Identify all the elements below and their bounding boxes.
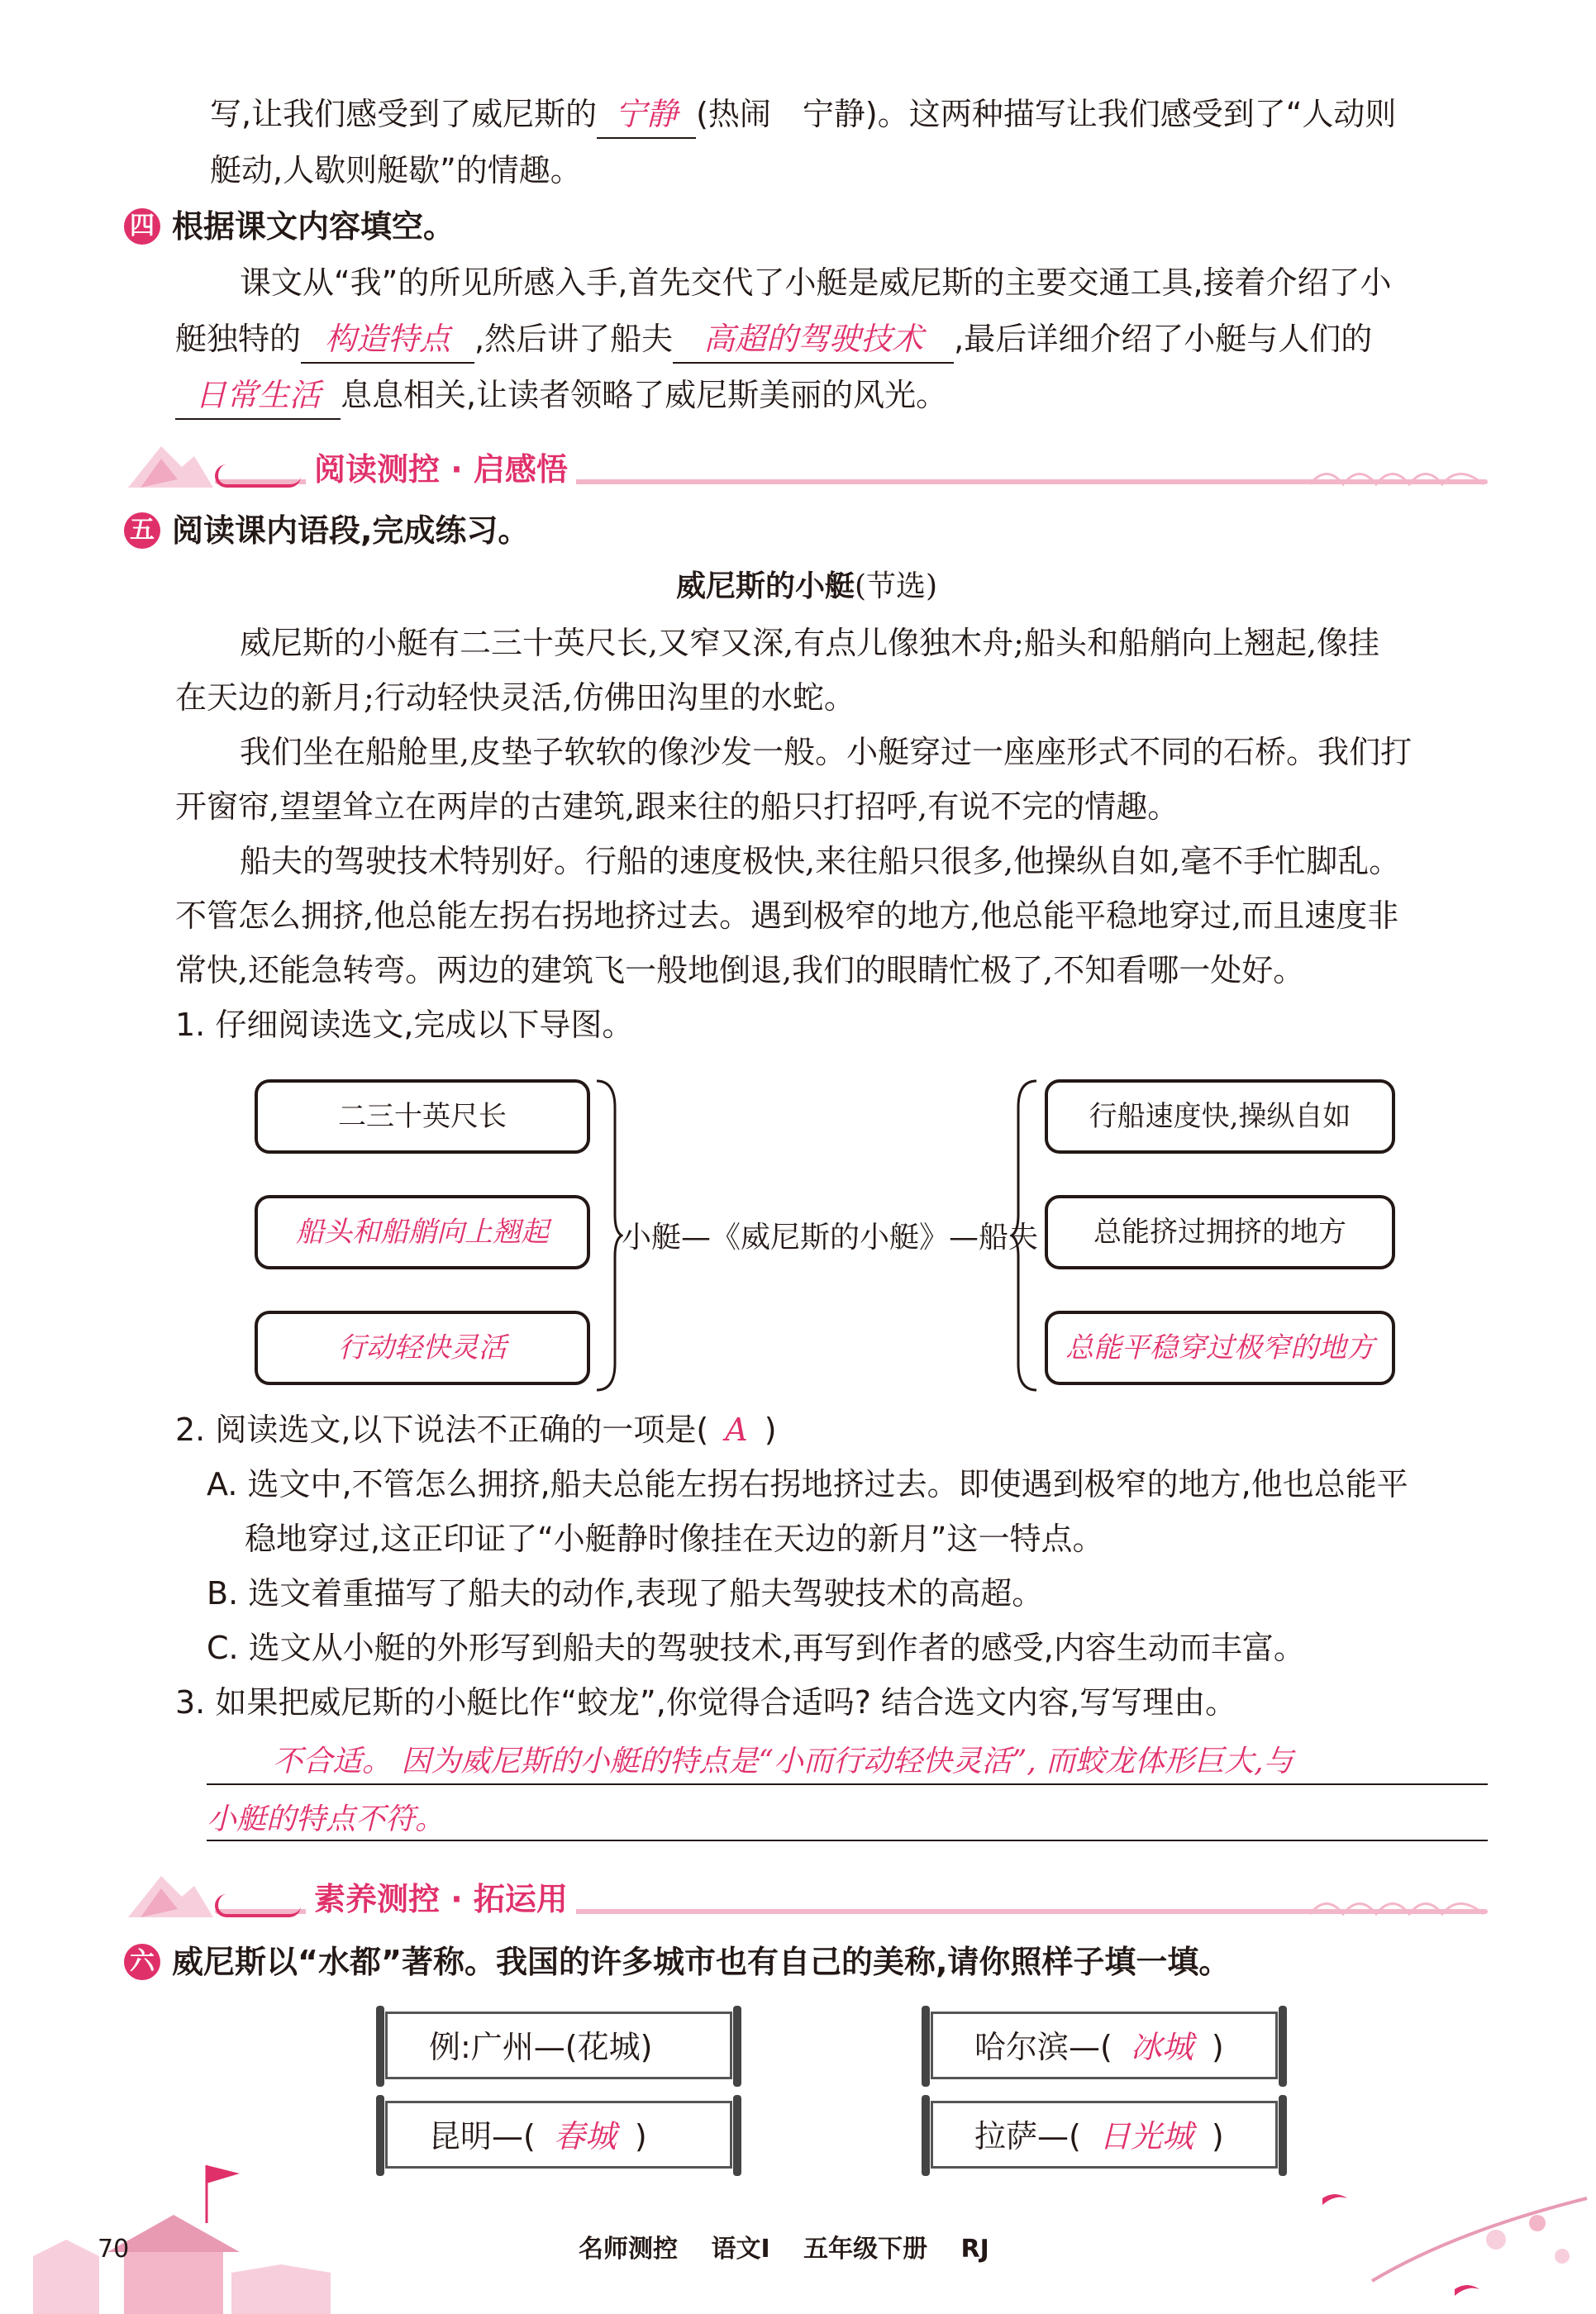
answer-text: 宁静	[615, 96, 679, 132]
answer-text: 不合适。 因为威尼斯的小艇的特点是“小而行动轻快灵活”, 而蛟龙体形巨大,与	[273, 1745, 1293, 1778]
question-title: 根据课文内容填空。	[172, 208, 455, 245]
answer-text: 日常生活	[194, 377, 321, 413]
option-a-cont: 稳地穿过,这正印证了“小艇静时像挂在天边的新月”这一特点。	[245, 1521, 1104, 1557]
map-box-left-3: 行动轻快灵活	[255, 1311, 590, 1385]
question-title: 阅读课内语段,完成练习。	[172, 512, 530, 549]
banner-title: 阅读测控 · 启感悟	[306, 446, 576, 493]
text-line: 日常生活 息息相关,让读者领略了威尼斯美丽的风光。	[175, 372, 947, 420]
sub-question: 2. 阅读选文,以下说法不正确的一项是( A )	[175, 1412, 777, 1448]
answer-text: A	[725, 1412, 748, 1448]
map-box-left-1: 二三十英尺长	[255, 1079, 590, 1154]
passage-line: 在天边的新月;行动轻快灵活,仿佛田沟里的水蛇。	[175, 679, 855, 716]
page-number: 70	[98, 2235, 130, 2264]
answer-text: 高超的驾驶技术	[703, 321, 924, 357]
answer-text: 冰城	[1130, 2029, 1193, 2065]
map-box-right-3: 总能平稳穿过极窄的地方	[1045, 1311, 1395, 1385]
map-box-left-2: 船头和船艄向上翘起	[255, 1195, 590, 1269]
scroll-card-example: 例:广州—(花城)	[385, 2012, 732, 2079]
section-banner	[124, 446, 1488, 496]
option-b: B. 选文着重描写了船夫的动作,表现了船夫驾驶技术的高超。	[207, 1575, 1044, 1612]
mountain-icon	[124, 1868, 215, 1926]
sub-question: 1. 仔细阅读选文,完成以下导图。	[175, 1007, 634, 1043]
sub-question: 3. 如果把威尼斯的小艇比作“蛟龙”,你觉得合适吗? 结合选文内容,写写理由。	[175, 1684, 1237, 1721]
passage-line: 威尼斯的小艇有二三十英尺长,又窄又深,有点儿像独木舟;船头和船艄向上翘起,像挂	[240, 625, 1380, 661]
question-number-badge: 六	[124, 1944, 160, 1980]
question-title: 威尼斯以“水都”著称。我国的许多城市也有自己的美称,请你照样子填一填。	[172, 1944, 1231, 1980]
right-brace-icon	[1010, 1074, 1043, 1397]
option-c: C. 选文从小艇的外形写到船夫的驾驶技术,再写到作者的感受,内容生动而丰富。	[207, 1630, 1305, 1666]
passage-line: 船夫的驾驶技术特别好。行船的速度极快,来往船只很多,他操纵自如,毫不手忙脚乱。	[240, 843, 1401, 879]
banner-title: 素养测控 · 拓运用	[306, 1876, 576, 1922]
answer-text: 构造特点	[325, 321, 451, 357]
passage-line: 不管怎么拥挤,他总能左拐右拐地挤过去。遇到极窄的地方,他总能平稳地穿过,而且速度非	[175, 898, 1399, 934]
passage-line: 我们坐在船舱里,皮垫子软软的像沙发一般。小艇穿过一座座形式不同的石桥。我们打	[240, 734, 1413, 770]
section-banner	[124, 1876, 1488, 1926]
text-line: 艇动,人歇则艇歇”的情趣。	[210, 152, 582, 188]
wave-pattern-icon	[1306, 1889, 1488, 1922]
text-line: 艇独特的 构造特点 ,然后讲了船夫 高超的驾驶技术 ,最后详细介绍了小艇与人们的	[175, 316, 1372, 364]
question-number-badge: 四	[124, 208, 160, 245]
passage-line: 常快,还能急转弯。两边的建筑飞一般地倒退,我们的眼睛忙极了,不知看哪一处好。	[175, 952, 1305, 988]
answer-text: 春城	[553, 2118, 617, 2154]
pagoda-illustration-icon	[0, 2149, 347, 2314]
scroll-card-lhasa: 拉萨—( 日光城 )	[931, 2101, 1278, 2169]
passage-title: 威尼斯的小艇(节选)	[676, 569, 938, 603]
wave-pattern-icon	[1306, 459, 1488, 493]
question-number-badge: 五	[124, 512, 160, 549]
map-box-right-1: 行船速度快,操纵自如	[1045, 1079, 1395, 1154]
passage-line: 开窗帘,望望耸立在两岸的古建筑,跟来往的船只打招呼,有说不完的情趣。	[175, 788, 1179, 825]
answer-text: 日光城	[1098, 2118, 1193, 2154]
scroll-card-kunming: 昆明—( 春城 )	[385, 2101, 732, 2169]
footer-brand: 名师测控 语文Ⅰ 五年级下册 RJ	[579, 2235, 989, 2264]
text-line: 课文从“我”的所见所感入手,首先交代了小艇是威尼斯的主要交通工具,接着介绍了小	[240, 264, 1392, 301]
answer-line	[207, 1783, 1488, 1785]
answer-text: 小艇的特点不符。	[207, 1802, 445, 1836]
scroll-card-harbin: 哈尔滨—( 冰城 )	[931, 2012, 1278, 2079]
map-box-right-2: 总能挤过拥挤的地方	[1045, 1195, 1395, 1269]
answer-line	[207, 1840, 1488, 1841]
text-line: 写,让我们感受到了威尼斯的 宁静 (热闹 宁静)。这两种描写让我们感受到了“人动则	[210, 91, 1396, 139]
mountain-icon	[124, 438, 215, 496]
branch-bird-illustration-icon	[1289, 2165, 1596, 2314]
option-a: A. 选文中,不管怎么拥挤,船夫总能左拐右拐地挤过去。即使遇到极窄的地方,他也总能平	[207, 1466, 1408, 1502]
map-center-label: 小艇—《威尼斯的小艇》—船夫	[622, 1221, 1039, 1255]
left-brace-icon	[590, 1074, 623, 1397]
